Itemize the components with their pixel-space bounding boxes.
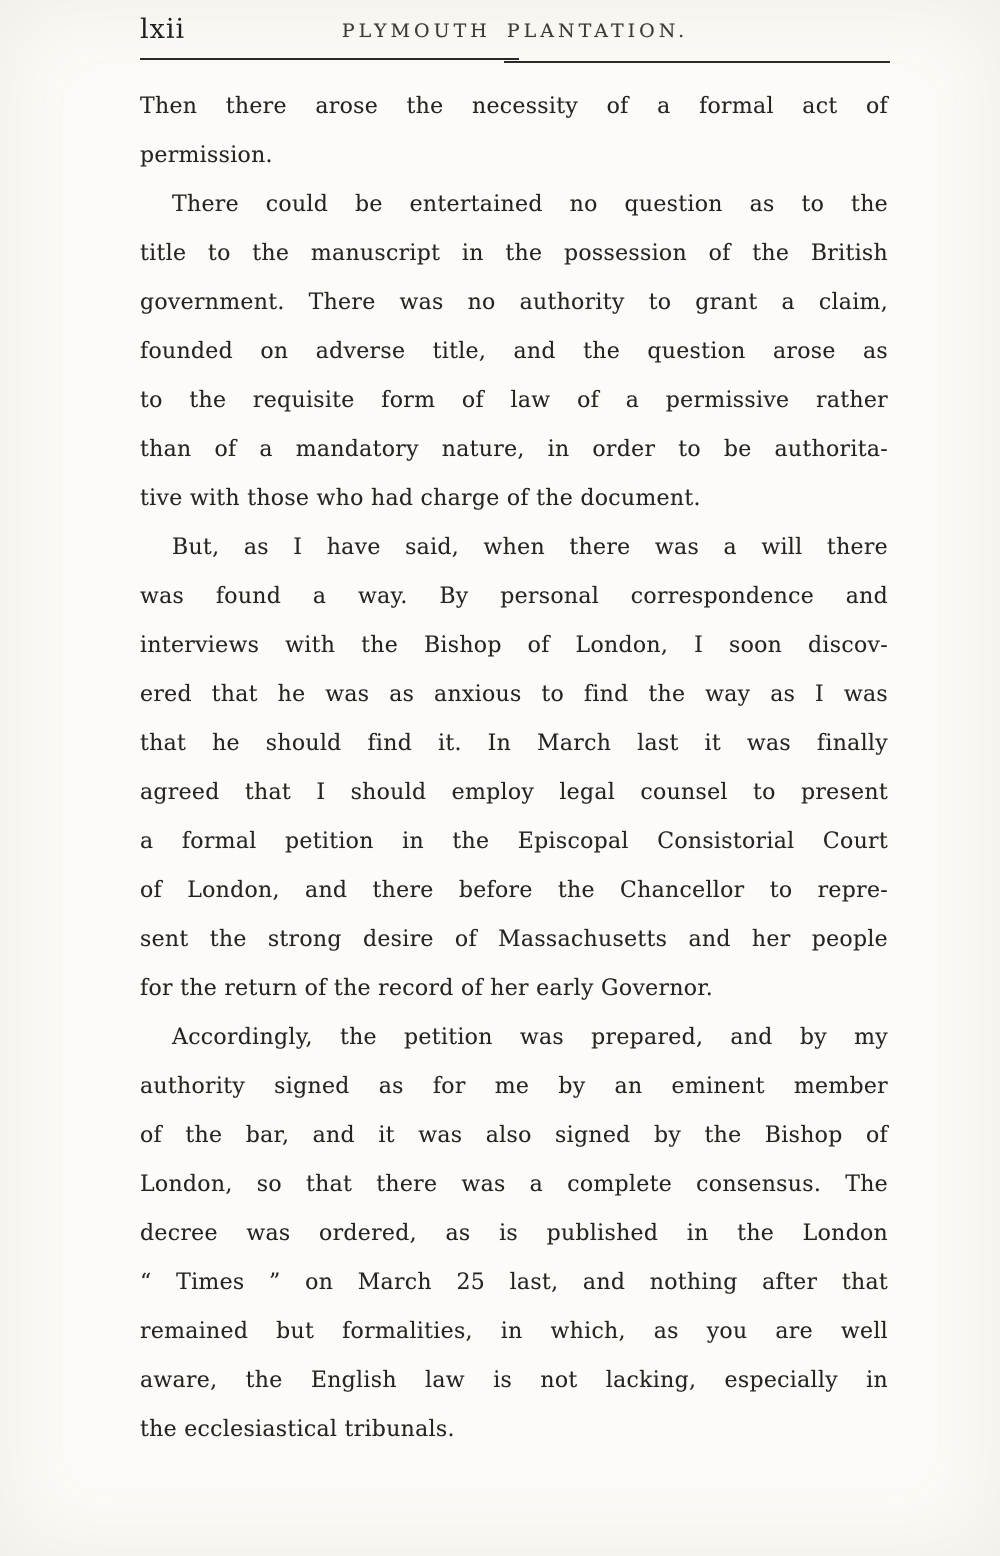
- text-line: London, so that there was a complete consensus. The: [140, 1172, 888, 1197]
- text-line: than of a mandatory nature, in order to be authorita-: [140, 437, 888, 462]
- running-title: PLYMOUTH PLANTATION.: [341, 20, 689, 42]
- header-rule-right-segment: [504, 61, 890, 63]
- text-line: authority signed as for me by an eminent member: [140, 1074, 888, 1099]
- text-line: a formal petition in the Episcopal Consistorial Court: [140, 829, 888, 854]
- text-line: interviews with the Bishop of London, I soon discov-: [140, 633, 888, 658]
- text-line: government. There was no authority to grant a claim,: [140, 290, 888, 315]
- text-line: tive with those who had charge of the document.: [140, 486, 701, 511]
- text-line: Then there arose the necessity of a formal act of: [140, 94, 888, 119]
- text-line: remained but formalities, in which, as you are well: [140, 1319, 888, 1344]
- header-rule: [140, 58, 890, 66]
- page-number: lxii: [140, 14, 186, 45]
- text-line: aware, the English law is not lacking, especially in: [140, 1368, 888, 1393]
- text-line: “ Times ” on March 25 last, and nothing after that: [140, 1270, 888, 1295]
- text-line: ered that he was as anxious to find the way as I was: [140, 682, 888, 707]
- text-line: for the return of the record of her early Governor.: [140, 976, 714, 1001]
- text-line: founded on adverse title, and the question arose as: [140, 339, 888, 364]
- text-line: Accordingly, the petition was prepared, and by my: [172, 1025, 888, 1050]
- text-line: permission.: [140, 143, 273, 168]
- text-line: that he should find it. In March last it was finally: [140, 731, 888, 756]
- text-line: of London, and there before the Chancellor to repre-: [140, 878, 888, 903]
- page-header: [140, 14, 890, 54]
- text-block: [140, 82, 888, 1454]
- text-line: sent the strong desire of Massachusetts and her people: [140, 927, 888, 952]
- text-line: agreed that I should employ legal counsel to present: [140, 780, 888, 805]
- text-line: the ecclesiastical tribunals.: [140, 1417, 455, 1442]
- text-line: There could be entertained no question as to the: [172, 192, 888, 217]
- text-line: title to the manuscript in the possession of the British: [140, 241, 888, 266]
- text-line: decree was ordered, as is published in the London: [140, 1221, 888, 1246]
- text-line: to the requisite form of law of a permissive rather: [140, 388, 888, 413]
- header-rule-left-segment: [140, 58, 519, 60]
- text-line: But, as I have said, when there was a will there: [172, 535, 888, 560]
- text-line: of the bar, and it was also signed by the Bishop of: [140, 1123, 888, 1148]
- text-line: was found a way. By personal correspondence and: [140, 584, 888, 609]
